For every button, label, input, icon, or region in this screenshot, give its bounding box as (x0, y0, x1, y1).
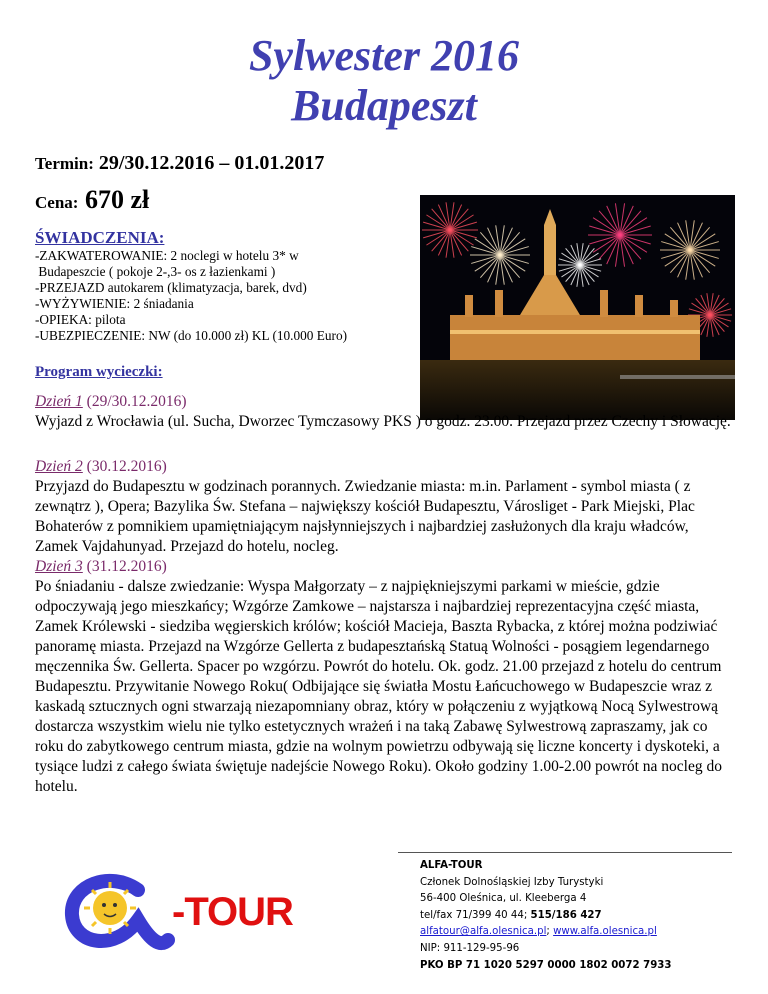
benefits-list (35, 248, 415, 344)
day-label: Dzień 2 (35, 458, 83, 475)
company-bank: PKO BP 71 1020 5297 0000 1802 0072 7933 (420, 959, 672, 971)
page-subtitle: Budapeszt (291, 81, 477, 130)
company-member: Członek Dolnośląskiej Izby Turystyki (420, 876, 604, 888)
term-row (35, 152, 324, 175)
price-row (35, 185, 149, 215)
day-heading (35, 392, 735, 412)
day-heading (35, 457, 735, 477)
day-heading (35, 557, 735, 577)
day-description: Wyjazd z Wrocławia (ul. Sucha, Dworzec Tymczasowy PKS ) o godz. 23.00. Przejazd przez Czechy i Słowację. (35, 413, 731, 430)
benefit-line: -OPIEKA: pilota (35, 312, 126, 327)
fireworks-photo (420, 195, 735, 420)
phone-text: tel/fax 71/399 40 44; (420, 909, 531, 921)
benefits-heading: ŚWIADCZENIA: (35, 228, 165, 247)
website-link[interactable]: www.alfa.olesnica.pl (553, 926, 657, 938)
benefit-line: -ZAKWATEROWANIE: 2 noclegi w hotelu 3* w (35, 248, 299, 263)
term-value: 29/30.12.2016 – 01.01.2017 (98, 152, 325, 174)
day-2-section (35, 457, 735, 557)
alfa-tour-logo (60, 860, 300, 960)
price-value: 670 zł (84, 185, 150, 214)
term-label: Termin: (35, 154, 94, 173)
day-1-section (35, 392, 735, 432)
company-phone (420, 908, 671, 925)
page-title: Sylwester 2016 (248, 31, 520, 80)
contact-separator: ; (546, 926, 554, 938)
program-heading: Program wycieczki: (35, 364, 163, 380)
day-description: Po śniadaniu - dalsze zwiedzanie: Wyspa Małgorzaty – z najpiękniejszymi parkami w mieście, gdzie odpoczywają jego mieszkańcy; Wzgórze Zamkowe – najstarsza i najbardziej reprezentacyjna część miasta, Zamek Królewski - siedziba węgierskich królów; kościół Macieja, Baszta Rybacka, z której można podziwiać panoramę miasta. Przejazd na Wzgórze Gellerta z budapesztańską Statuą Wolności - posągiem legendarnego męczennika Św. Gellerta. Spacer po wzgórzu. Powrót do hotelu. Ok. godz. 21.00 przejazd z hotelu do centrum Budapesztu. Przywitanie Nowego Roku( Odbijające się światła Mostu Łańcuchowego w Budapeszcie wraz z kaskadą sztucznych ogni stwarzają niezapomniany obraz, który w połączeniu z wyjątkową Nocą Sylwestrową dostarcza wszystkim wielu nie tylko estetycznych wrażeń i na taką Zabawę Sylwestrową zapraszamy, jak co roku do zabytkowego centrum miasta, gdzie na wolnym powietrzu odbywają się liczne koncerty i dyskoteki, a tysiące ludzi z całego świata świętuje nadejście Nowego Roku). Około godziny 1.00-2.00 powrót na nocleg do hotelu. (35, 578, 722, 795)
day-label: Dzień 3 (35, 558, 83, 575)
benefit-line: -WYŻYWIENIE: 2 śniadania (35, 296, 194, 311)
price-label: Cena: (35, 193, 79, 212)
benefit-line: -UBEZPIECZENIE: NW (do 10.000 zł) KL (10.000 Euro) (35, 328, 348, 343)
company-info (420, 858, 671, 974)
company-name: ALFA-TOUR (420, 860, 483, 871)
fireworks-parliament-image (420, 195, 735, 420)
footer-divider (398, 852, 732, 853)
email-link[interactable]: alfatour@alfa.olesnica.pl (420, 926, 547, 938)
day-label: Dzień 1 (35, 393, 83, 410)
day-date: (29/30.12.2016) (86, 393, 187, 410)
logo-text: -TOUR (172, 890, 293, 934)
day-description: Przyjazd do Budapesztu w godzinach porannych. Zwiedzanie miasta: m.in. Parlament - symbol miasta ( z zewnątrz ), Opera; Bazylika Św. Stefana – największy kościół Budapesztu, Városliget - Park Miejski, Plac Bohaterów z pomnikiem upamiętniającym najsłynniejszych i najbardziej zasłużonych dla kraju władców, Zamek Vajdahunyad. Przejazd do hotelu, nocleg. (35, 478, 695, 555)
day-3-section (35, 557, 735, 797)
benefit-line: -PRZEJAZD autokarem (klimatyzacja, barek, dvd) (35, 280, 307, 295)
company-nip: NIP: 911-129-95-96 (420, 942, 520, 954)
phone-mobile: 515/186 427 (530, 909, 602, 921)
company-address: 56-400 Oleśnica, ul. Kleeberga 4 (420, 893, 587, 905)
company-contacts (420, 924, 671, 941)
benefit-line: Budapeszcie ( pokoje 2-,3- os z łazienkami ) (35, 264, 276, 279)
day-date: (30.12.2016) (86, 458, 167, 475)
day-date: (31.12.2016) (86, 558, 167, 575)
